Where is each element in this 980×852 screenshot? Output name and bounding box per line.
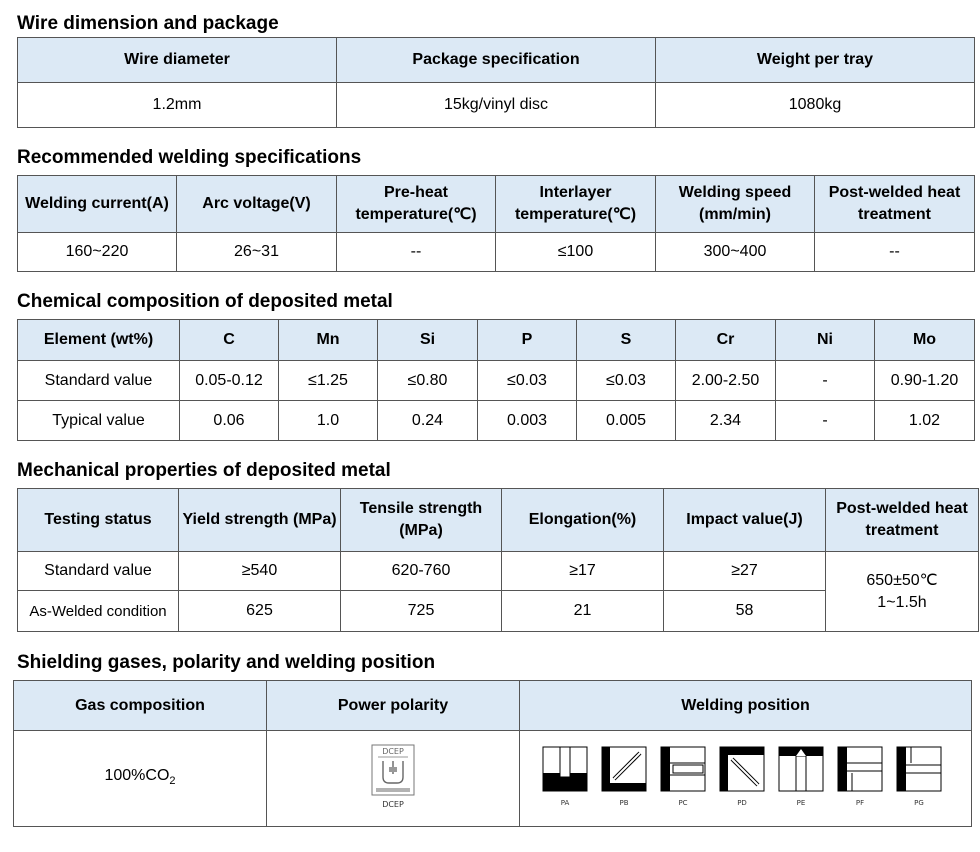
dcep-label: DCEP (382, 799, 404, 809)
header-preheat-temperature: Pre-heat temperature(℃) (337, 176, 496, 233)
cell-power-polarity (267, 731, 520, 827)
cell-package-specification: 15kg/vinyl disc (337, 83, 656, 128)
header-post-welded-heat-treatment: Post-welded heat treatment (826, 489, 979, 552)
cell-mn: 1.0 (279, 401, 378, 441)
pc-label: PC (677, 798, 688, 807)
pg-label: PG (913, 798, 924, 807)
pb-label: PB (618, 798, 629, 807)
header-weight-per-tray: Weight per tray (656, 38, 975, 83)
cell-s: ≤0.03 (577, 361, 676, 401)
cell-gas-composition (14, 731, 267, 827)
header-p: P (478, 320, 577, 361)
header-gas-composition: Gas composition (14, 681, 267, 731)
pe-label: PE (796, 798, 805, 807)
cell-tensile-strength: 620-760 (341, 552, 502, 591)
header-yield-strength: Yield strength (MPa) (179, 489, 341, 552)
wire-dimension-table (17, 37, 975, 128)
gas-composition-text: 100%CO (104, 766, 170, 784)
welding-specs-table (17, 175, 975, 272)
cell-si: 0.24 (378, 401, 478, 441)
header-welding-current: Welding current(A) (18, 176, 177, 233)
pa-label: PA (560, 798, 569, 807)
header-interlayer-temperature: Interlayer temperature(℃) (496, 176, 656, 233)
cell-weight-per-tray: 1080kg (656, 83, 975, 128)
header-welding-speed: Welding speed (mm/min) (656, 176, 815, 233)
header-mo: Mo (875, 320, 975, 361)
pb-position-icon (602, 747, 646, 807)
header-welding-position: Welding position (520, 681, 972, 731)
section-title-mechanical-properties: Mechanical properties of deposited metal (17, 460, 391, 481)
table-row (18, 401, 975, 441)
cell-tensile-strength: 725 (341, 591, 502, 632)
header-element: Element (wt%) (18, 320, 180, 361)
pd-label: PD (736, 798, 747, 807)
cell-testing-status: Standard value (18, 552, 179, 591)
header-cr: Cr (676, 320, 776, 361)
pe-position-icon (779, 747, 823, 807)
header-si: Si (378, 320, 478, 361)
welding-position-icons (541, 743, 951, 815)
header-arc-voltage: Arc voltage(V) (177, 176, 337, 233)
cell-heat-treatment: 650±50℃ 1~1.5h (826, 552, 979, 632)
cell-ni: - (776, 361, 875, 401)
header-wire-diameter: Wire diameter (18, 38, 337, 83)
header-s: S (577, 320, 676, 361)
header-tensile-strength: Tensile strength (MPa) (341, 489, 502, 552)
pd-position-icon (720, 747, 764, 807)
cell-label: Standard value (18, 361, 180, 401)
cell-preheat-temperature: -- (337, 233, 496, 272)
cell-c: 0.05-0.12 (180, 361, 279, 401)
table-row (18, 361, 975, 401)
chemical-composition-table (17, 319, 975, 441)
cell-impact-value: 58 (664, 591, 826, 632)
section-title-chemical-composition: Chemical composition of deposited metal (17, 291, 393, 312)
cell-mo: 1.02 (875, 401, 975, 441)
cell-welding-speed: 300~400 (656, 233, 815, 272)
pc-position-icon (661, 747, 705, 807)
cell-elongation: 21 (502, 591, 664, 632)
mechanical-properties-table (17, 488, 979, 632)
header-post-welded-heat-treatment: Post-welded heat treatment (815, 176, 975, 233)
header-testing-status: Testing status (18, 489, 179, 552)
cell-ni: - (776, 401, 875, 441)
header-c: C (180, 320, 279, 361)
table-row (18, 552, 979, 591)
cell-cr: 2.34 (676, 401, 776, 441)
svg-text:DCEP: DCEP (382, 746, 404, 756)
cell-mn: ≤1.25 (279, 361, 378, 401)
cell-welding-position (520, 731, 972, 827)
pa-position-icon (543, 747, 587, 807)
section-title-shielding-gases: Shielding gases, polarity and welding position (17, 652, 436, 673)
cell-elongation: ≥17 (502, 552, 664, 591)
cell-cr: 2.00-2.50 (676, 361, 776, 401)
dcep-icon (368, 743, 418, 815)
cell-si: ≤0.80 (378, 361, 478, 401)
cell-post-welded-heat-treatment: -- (815, 233, 975, 272)
pf-label: PF (855, 798, 864, 807)
cell-arc-voltage: 26~31 (177, 233, 337, 272)
header-mn: Mn (279, 320, 378, 361)
cell-wire-diameter: 1.2mm (18, 83, 337, 128)
cell-label: Typical value (18, 401, 180, 441)
header-impact-value: Impact value(J) (664, 489, 826, 552)
cell-welding-current: 160~220 (18, 233, 177, 272)
header-package-specification: Package specification (337, 38, 656, 83)
header-elongation: Elongation(%) (502, 489, 664, 552)
cell-impact-value: ≥27 (664, 552, 826, 591)
header-ni: Ni (776, 320, 875, 361)
shielding-gases-table (13, 680, 972, 827)
cell-s: 0.005 (577, 401, 676, 441)
cell-mo: 0.90-1.20 (875, 361, 975, 401)
cell-p: 0.003 (478, 401, 577, 441)
pg-position-icon (897, 747, 941, 807)
section-title-wire-dimension: Wire dimension and package (17, 13, 279, 34)
cell-yield-strength: 625 (179, 591, 341, 632)
cell-c: 0.06 (180, 401, 279, 441)
cell-p: ≤0.03 (478, 361, 577, 401)
header-power-polarity: Power polarity (267, 681, 520, 731)
cell-yield-strength: ≥540 (179, 552, 341, 591)
cell-interlayer-temperature: ≤100 (496, 233, 656, 272)
pf-position-icon (838, 747, 882, 807)
cell-testing-status: As-Welded condition (18, 591, 179, 632)
section-title-welding-specs: Recommended welding specifications (17, 147, 362, 168)
gas-subscript: 2 (169, 775, 176, 788)
